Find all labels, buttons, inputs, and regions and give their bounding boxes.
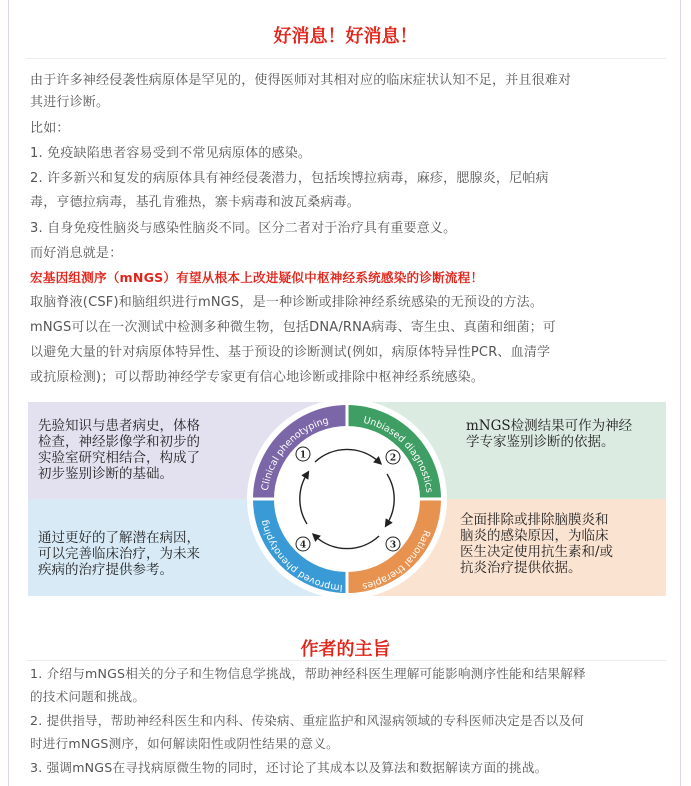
aim-line: 的技术问题和挑战。: [30, 689, 146, 704]
intro-paragraph-line: 其进行诊断。: [30, 95, 110, 110]
step-number: 4: [299, 540, 307, 551]
quadrant-text-clinical: 先验知识与患者病史，体格 检查，神经影像学和初步的 实验室研究相结合，构成了 初步鉴别诊断的基础。: [38, 418, 200, 482]
list-item: 1. 免疫缺陷患者容易受到不常见病原体的感染。: [30, 146, 312, 161]
step-number: 2: [389, 453, 397, 464]
list-item: 3. 自身免疫性脑炎与感染性脑炎不同。区分二者对于治疗具有重要意义。: [30, 221, 457, 236]
aims-title: 作者的主旨: [300, 639, 391, 660]
step-number: 1: [299, 450, 307, 461]
title-divider: [26, 58, 666, 59]
intro-paragraph-line: 由于许多神经侵袭性病原体是罕见的，使得医师对其相对应的临床症状认知不足，并且很难对: [30, 73, 572, 88]
quadrant-text-improved: 通过更好的了解潜在病因， 可以完善临床治疗，为未来 疾病的治疗提供参考。: [38, 530, 200, 578]
quadrant-text-unbiased: mNGS检测结果可作为神经 学专家鉴别诊断的依据。: [466, 418, 633, 450]
quadrant-text-rational: 全面排除或排除脑膜炎和 脑炎的感染原因，为临床 医生决定使用抗生素和/或 抗炎治疗提供依据。: [460, 512, 614, 576]
ring-label-rational: Rational therapies: [361, 528, 433, 592]
body-paragraph-line: 或抗原检测)；可以帮助神经学专家更有信心地诊断或排除中枢神经系统感染。: [30, 370, 485, 385]
list-item: 2. 许多新兴和复发的病原体具有神经侵袭潜力，包括埃博拉病毒，麻疹，腮腺炎，尼帕病: [30, 171, 549, 186]
highlight-text: 宏基因组测序（mNGS）有望从根本上改进疑似中枢神经系统感染的诊断流程！: [30, 270, 484, 285]
aims-divider: [26, 660, 666, 661]
example-label: 比如：: [30, 121, 70, 136]
list-item: 毒，亨德拉病毒，基孔肯雅热，寨卡病毒和波瓦桑病毒。: [30, 195, 361, 210]
aim-line: 1. 介绍与mNGS相关的分子和生物信息学挑战，帮助神经科医生理解可能影响测序性能和结果解释: [30, 666, 586, 681]
aim-line: 2. 提供指导，帮助神经科医生和内科、传染病、重症监护和风湿病领域的专科医师决定是否以及何: [30, 713, 584, 728]
aim-line: 3. 强调mNGS在寻找病原微生物的同时，还讨论了其成本以及算法和数据解读方面的挑战。: [30, 760, 548, 775]
good-news-label: 而好消息就是：: [30, 246, 123, 261]
page-title: 好消息！好消息！: [273, 26, 418, 47]
body-paragraph-line: 以避免大量的针对病原体特异性、基于预设的诊断测试(例如，病原体特异性PCR、血清学: [30, 345, 551, 360]
body-paragraph: 取脑脊液(CSF)和脑组织进行mNGS，是一种诊断或排除神经系统感染的无预设的方法。: [30, 295, 544, 310]
step-number: 3: [389, 540, 397, 551]
body-paragraph-line: mNGS可以在一次测试中检测多种微生物，包括DNA/RNA病毒、寄生虫、真菌和细菌；可: [30, 320, 556, 335]
ring-label-clinical: Clinical phenotyping: [259, 415, 330, 492]
cycle-ring: [28, 402, 666, 596]
ring-label-improved: Improved phenotyping: [259, 518, 343, 594]
diagnostic-cycle-diagram: [28, 402, 666, 596]
aim-line: 时进行mNGS测序，如何解读阳性或阴性结果的意义。: [30, 736, 339, 751]
ring-label-unbiased: Unbiased diagnostics: [362, 414, 435, 494]
